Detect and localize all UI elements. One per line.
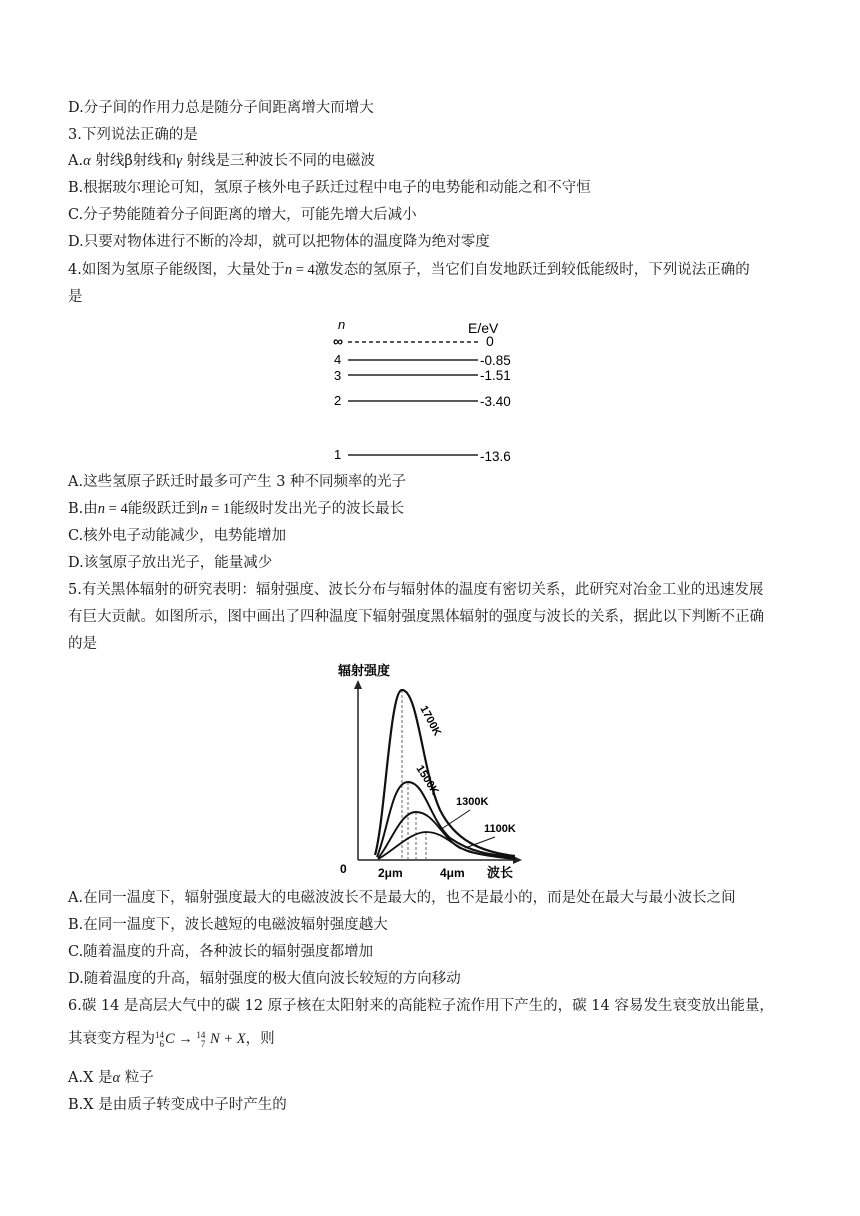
q3-option-b: B.根据玻尔理论可知，氢原子核外电子跃迁过程中电子的电势能和动能之和不守恒 bbox=[68, 180, 591, 196]
q3-option-c: C.分子势能随着分子间距离的增大，可能先增大后减小 bbox=[68, 207, 417, 223]
q2-option-d: D.分子间的作用力总是随分子间距离增大而增大 bbox=[68, 100, 374, 116]
level-1-label: 1 bbox=[334, 447, 342, 462]
q4-option-a: A.这些氢原子跃迁时最多可产生 3 种不同频率的光子 bbox=[68, 474, 407, 490]
curve-1300k bbox=[378, 812, 515, 858]
level-2-label: 2 bbox=[334, 393, 342, 408]
q5-stem-line3: 的是 bbox=[68, 636, 97, 652]
q4-option-c: C.核外电子动能减少，电势能增加 bbox=[68, 528, 287, 544]
level-4-energy: -0.85 bbox=[480, 353, 511, 368]
energy-axis-label: E/eV bbox=[468, 320, 499, 336]
q5-option-c: C.随着温度的升高，各种波长的辐射强度都增加 bbox=[68, 944, 374, 960]
y-axis-arrow bbox=[354, 680, 362, 689]
x-tick-4um: 4μm bbox=[440, 866, 465, 880]
q5-stem-line2: 有巨大贡献。如图所示，图中画出了四种温度下辐射强度黑体辐射的强度与波长的关系，据此以下判断不正确 bbox=[68, 609, 764, 625]
level-2-energy: -3.40 bbox=[480, 394, 511, 409]
q4-stem: 4.如图为氢原子能级图，大量处于n = 4激发态的氢原子，当它们自发地跃迁到较低能级时，下列说法正确的 bbox=[68, 262, 750, 278]
label-1300k: 1300K bbox=[456, 796, 489, 808]
q3-option-d: D.只要对物体进行不断的冷却，就可以把物体的温度降为绝对零度 bbox=[68, 234, 490, 250]
label-1700k: 1700K bbox=[417, 703, 444, 739]
q4-option-b: B.由n = 4能级跃迁到n = 1能级时发出光子的波长最长 bbox=[68, 501, 405, 517]
q6-stem-line2: 其衰变方程为 14 6 C → 14 7 N + X，则 bbox=[68, 1029, 275, 1049]
level-inf-energy: 0 bbox=[486, 333, 494, 349]
blackbody-radiation-chart bbox=[330, 660, 530, 884]
label-1500k: 1500K bbox=[413, 763, 441, 798]
q6-stem-line1: 6.碳 14 是高层大气中的碳 12 原子核在太阳射来的高能粒子流作用下产生的，碳 14 容易发生衰变放出能量， bbox=[68, 998, 774, 1014]
label-1100k: 1100K bbox=[484, 823, 516, 835]
origin-label: 0 bbox=[340, 862, 347, 876]
q5-stem-line1: 5.有关黑体辐射的研究表明：辐射强度、波长分布与辐射体的温度有密切关系，此研究对冶金工业的迅速发展 bbox=[68, 582, 764, 598]
level-3-energy: -1.51 bbox=[480, 368, 511, 383]
x-axis-label: 波长 bbox=[487, 865, 514, 880]
level-3-label: 3 bbox=[334, 368, 342, 383]
q3-option-a: A.α 射线β射线和γ 射线是三种波长不同的电磁波 bbox=[68, 153, 376, 169]
q3-stem: 3.下列说法正确的是 bbox=[68, 127, 198, 143]
q4-stem-cont: 是 bbox=[68, 289, 83, 305]
energy-level-diagram bbox=[328, 316, 538, 472]
x-tick-2um: 2μm bbox=[378, 866, 403, 880]
level-4-label: 4 bbox=[334, 352, 342, 367]
q4-option-d: D.该氢原子放出光子，能量减少 bbox=[68, 555, 273, 571]
q5-option-a: A.在同一温度下，辐射强度最大的电磁波波长不是最大的，也不是最小的，而是处在最大与最小波长之间 bbox=[68, 890, 736, 906]
q6-option-a: A.X 是α 粒子 bbox=[68, 1070, 154, 1086]
y-axis-label: 辐射强度 bbox=[338, 663, 391, 678]
q6-option-b: B.X 是由质子转变成中子时产生的 bbox=[68, 1097, 287, 1113]
level-1-energy: -13.6 bbox=[480, 449, 511, 464]
level-inf-label: ∞ bbox=[333, 333, 343, 349]
decay-equation: 14 6 C → 14 7 N + X bbox=[155, 1029, 246, 1049]
q5-option-d: D.随着温度的升高，辐射强度的极大值向波长较短的方向移动 bbox=[68, 971, 461, 987]
n-axis-label: n bbox=[338, 317, 346, 332]
q5-option-b: B.在同一温度下，波长越短的电磁波辐射强度越大 bbox=[68, 917, 388, 933]
